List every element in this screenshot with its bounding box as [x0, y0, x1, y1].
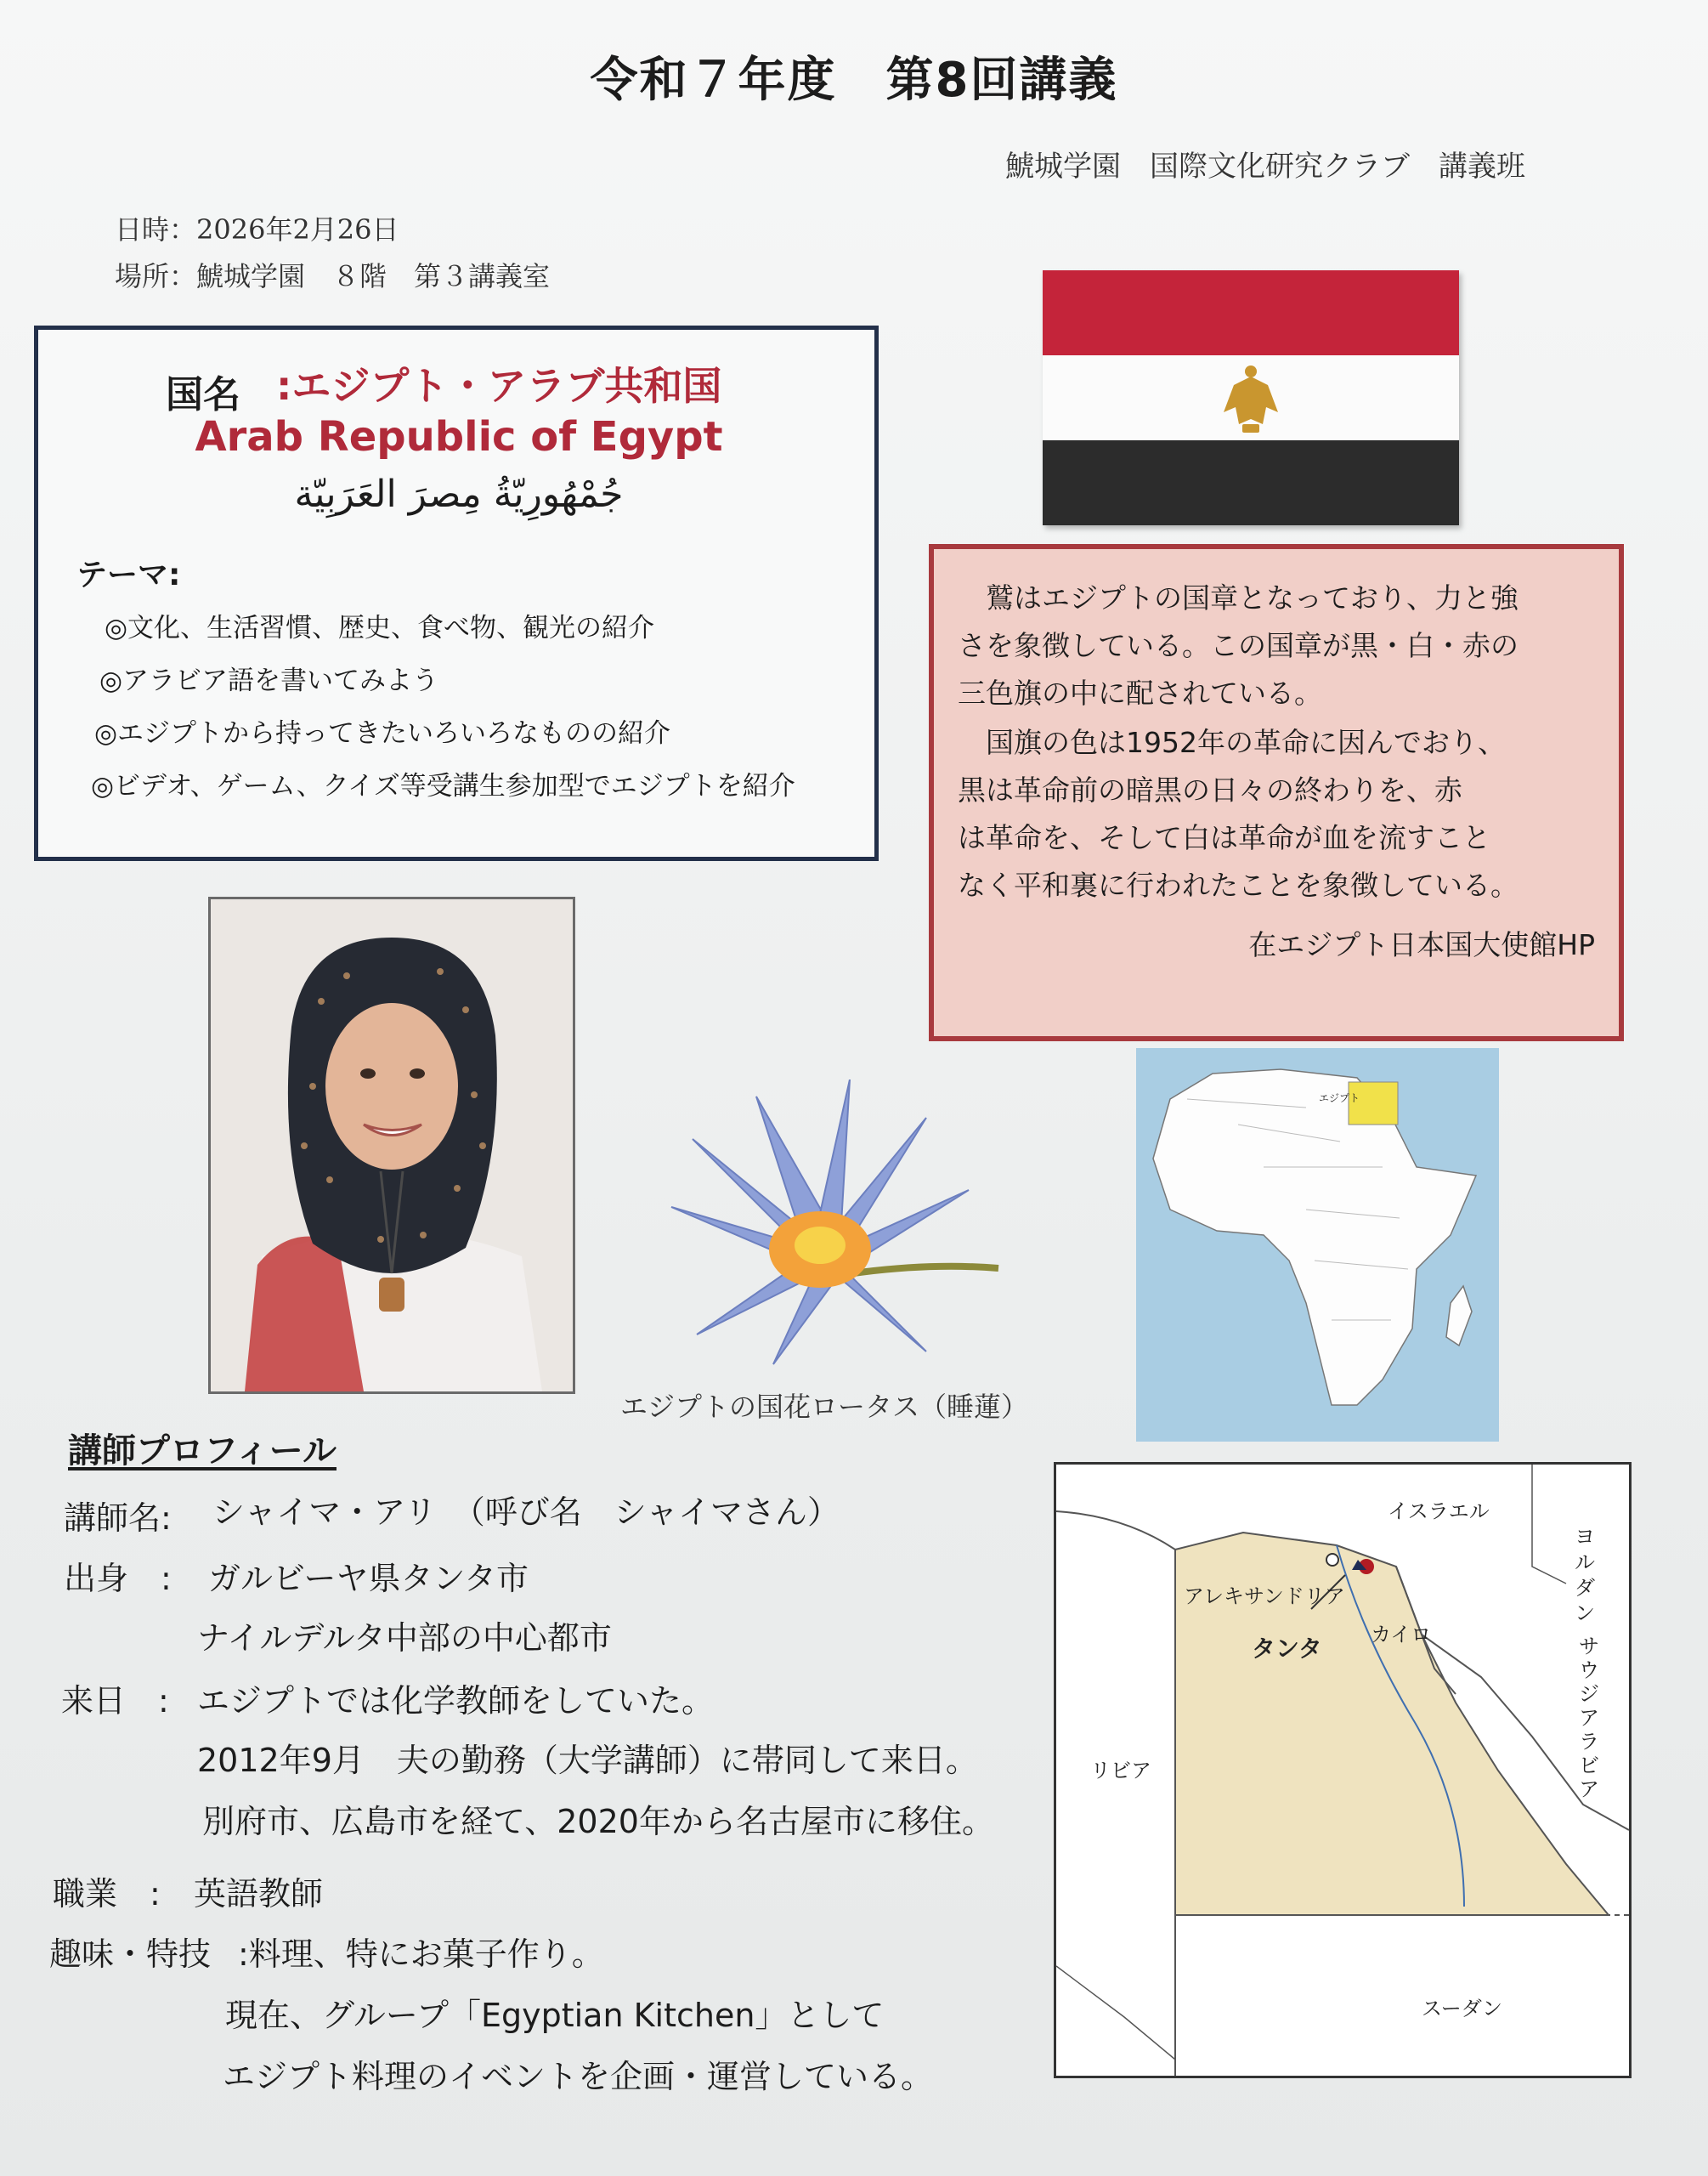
eagle-emblem-icon	[1217, 360, 1285, 438]
map-label-jordan: ヨルダン	[1575, 1525, 1595, 1625]
date-text: 日時：2026年2月26日	[115, 213, 399, 246]
theme-item: ◎文化、生活習慣、歴史、食べ物、観光の紹介	[105, 613, 655, 643]
theme-item: ◎ビデオ、ゲーム、クイズ等受講生参加型でエジプトを紹介	[91, 771, 795, 802]
info-line: 三色旗の中に配されている。	[958, 677, 1322, 710]
map-label-saudi: サウジアラビア	[1579, 1635, 1599, 1801]
job-value: 英語教師	[194, 1875, 324, 1912]
hobby-label: 趣味・特技	[49, 1935, 212, 1973]
africa-map	[1136, 1048, 1499, 1442]
flag-info-box	[929, 544, 1624, 1041]
flag-info-paragraph-1	[958, 575, 1595, 717]
hobby-line: 現在、グループ「Egyptian Kitchen」として	[225, 1997, 885, 2034]
lotus-caption: エジプトの国花ロータス（睡蓮）	[620, 1391, 1029, 1423]
map-label-israel: イスラエル	[1388, 1499, 1490, 1523]
africa-egypt-label: エジプト	[1319, 1092, 1360, 1104]
country-name-ja: :エジプト・アラブ共和国	[276, 363, 722, 409]
map-label-cairo: カイロ	[1371, 1623, 1432, 1646]
place-text: 場所：鯱城学園 ８階 第３講義室	[115, 260, 551, 292]
africa-outline-icon	[1136, 1048, 1499, 1442]
info-line: 国旗の色は1952年の革命に因んでおり、	[958, 726, 1506, 759]
flag-info-paragraph-2	[958, 719, 1595, 910]
flag-info-source: 在エジプト日本国大使館HP	[1248, 928, 1595, 961]
egypt-map	[1054, 1462, 1632, 2078]
flag-red-band	[1043, 270, 1459, 355]
arrival-label: 来日 :	[61, 1682, 169, 1720]
profile-title: 講師プロフィール	[68, 1431, 337, 1470]
lecturer-photo	[208, 897, 575, 1394]
name-label: 講師名:	[64, 1499, 172, 1537]
theme-item: ◎エジプトから持ってきたいろいろなものの紹介	[94, 718, 671, 749]
origin-value: ガルビーヤ県タンタ市	[208, 1560, 529, 1597]
job-label: 職業 :	[53, 1875, 161, 1912]
info-line: 黒は革命前の暗黒の日々の終わりを、赤	[958, 774, 1462, 807]
arrival-line: 2012年9月 夫の勤務（大学講師）に帯同して来日。	[197, 1742, 978, 1779]
organizer-text: 鯱城学園 国際文化研究クラブ 講義班	[1005, 150, 1525, 184]
page-title: 令和７年度 第8回講義	[590, 53, 1118, 108]
country-box	[34, 326, 879, 861]
country-name-en: Arab Republic of Egypt	[195, 413, 723, 461]
name-value: シャイマ・アリ （呼び名 シャイマさん）	[212, 1493, 840, 1531]
map-label-libya: リビア	[1090, 1759, 1151, 1782]
map-label-sudan: スーダン	[1422, 1997, 1503, 2020]
country-label: 国名	[166, 373, 240, 416]
map-label-tanta: タンタ	[1252, 1635, 1322, 1663]
hobby-line: エジプト料理のイベントを企画・運営している。	[223, 2058, 934, 2095]
lecturer-portrait-icon	[211, 899, 573, 1391]
arrival-line: 別府市、広島市を経て、2020年から名古屋市に移住。	[202, 1803, 994, 1840]
info-line: 鷲はエジプトの国章となっており、力と強	[958, 581, 1519, 615]
egypt-flag	[1043, 270, 1459, 525]
map-label-alexandria: アレキサンドリア	[1184, 1584, 1345, 1608]
arrival-line: エジプトでは化学教師をしていた。	[197, 1682, 715, 1720]
info-line: なく平和裏に行われたことを象徴している。	[958, 869, 1519, 902]
origin-detail: ナイルデルタ中部の中心都市	[197, 1619, 612, 1657]
country-name-ar: جُمْهُورِيّةُ مِصرَ العَرَبِيّة	[294, 473, 624, 516]
lotus-flower-icon	[646, 1080, 1003, 1368]
hobby-value: :料理、特にお菓子作り。	[238, 1935, 604, 1973]
theme-item: ◎アラビア語を書いてみよう	[99, 666, 439, 696]
flag-black-band	[1043, 440, 1459, 525]
info-line: さを象徴している。この国章が黒・白・赤の	[958, 629, 1519, 662]
theme-label: テーマ:	[76, 558, 181, 592]
origin-label: 出身 :	[64, 1560, 172, 1597]
info-line: は革命を、そして白は革命が血を流すこと	[958, 821, 1490, 854]
